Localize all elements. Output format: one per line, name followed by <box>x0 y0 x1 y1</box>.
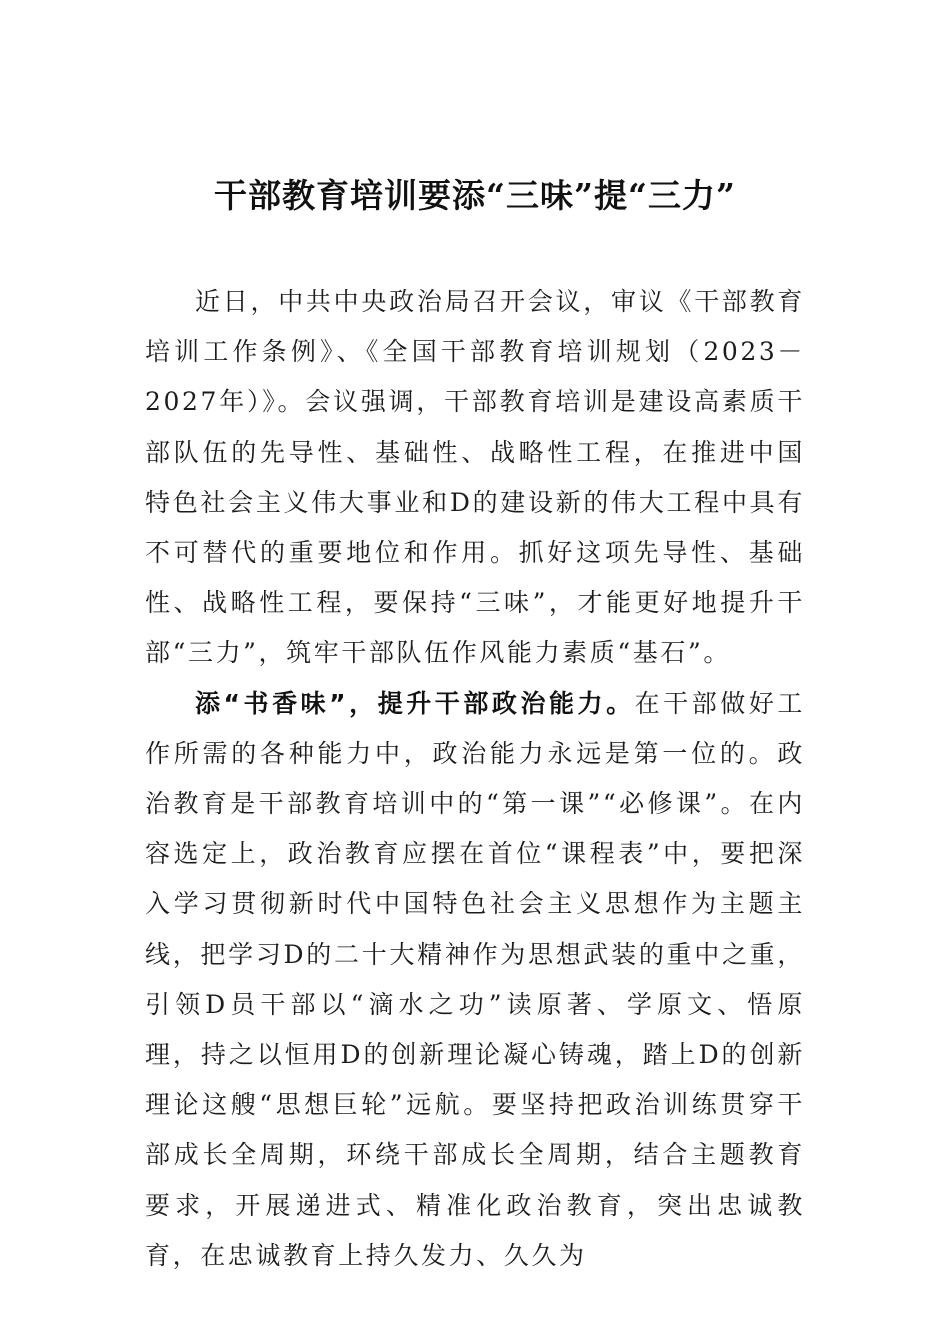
document-title: 干部教育培训要添“三味”提“三力” <box>214 176 736 215</box>
paragraph-2-lead: 添“书香味”，提升干部政治能力。 <box>195 688 635 718</box>
document-body <box>145 277 805 1281</box>
paragraph-2-text: 在干部做好工作所需的各种能力中，政治能力永远是第一位的。政治教育是干部教育培训中的“第一课”“必修课”。在内容选定上，政治教育应摆在首位“课程表”中，要把深入学习贯彻新时代中国特色社会主义思想作为主题主线，把学习D的二十大精神作为思想武装的重中之重，引领D员干部以“滴水之功”读原著、学原文、悟原理，持之以恒用D的创新理论凝心铸魂，踏上D的创新理论这艘“思想巨轮”远航。要坚持把政治训练贯穿干部成长全周期，环绕干部成长全周期，结合主题教育要求，开展递进式、精准化政治教育，突出忠诚教育，在忠诚教育上持久发力、久久为 <box>145 688 806 1270</box>
paragraph-2 <box>145 679 805 1281</box>
paragraph-1-text: 近日，中共中央政治局召开会议，审议《干部教育培训工作条例》、《全国干部教育培训规划（2023－2027年）》。会议强调，干部教育培训是建设高素质干部队伍的先导性、基础性、战略性工程，在推进中国特色社会主义伟大事业和D的建设新的伟大工程中具有不可替代的重要地位和作用。抓好这项先导性、基础性、战略性工程，要保持“三味”，才能更好地提升干部“三力”，筑牢干部队伍作风能力素质“基石”。 <box>145 287 805 668</box>
paragraph-1 <box>145 277 805 679</box>
